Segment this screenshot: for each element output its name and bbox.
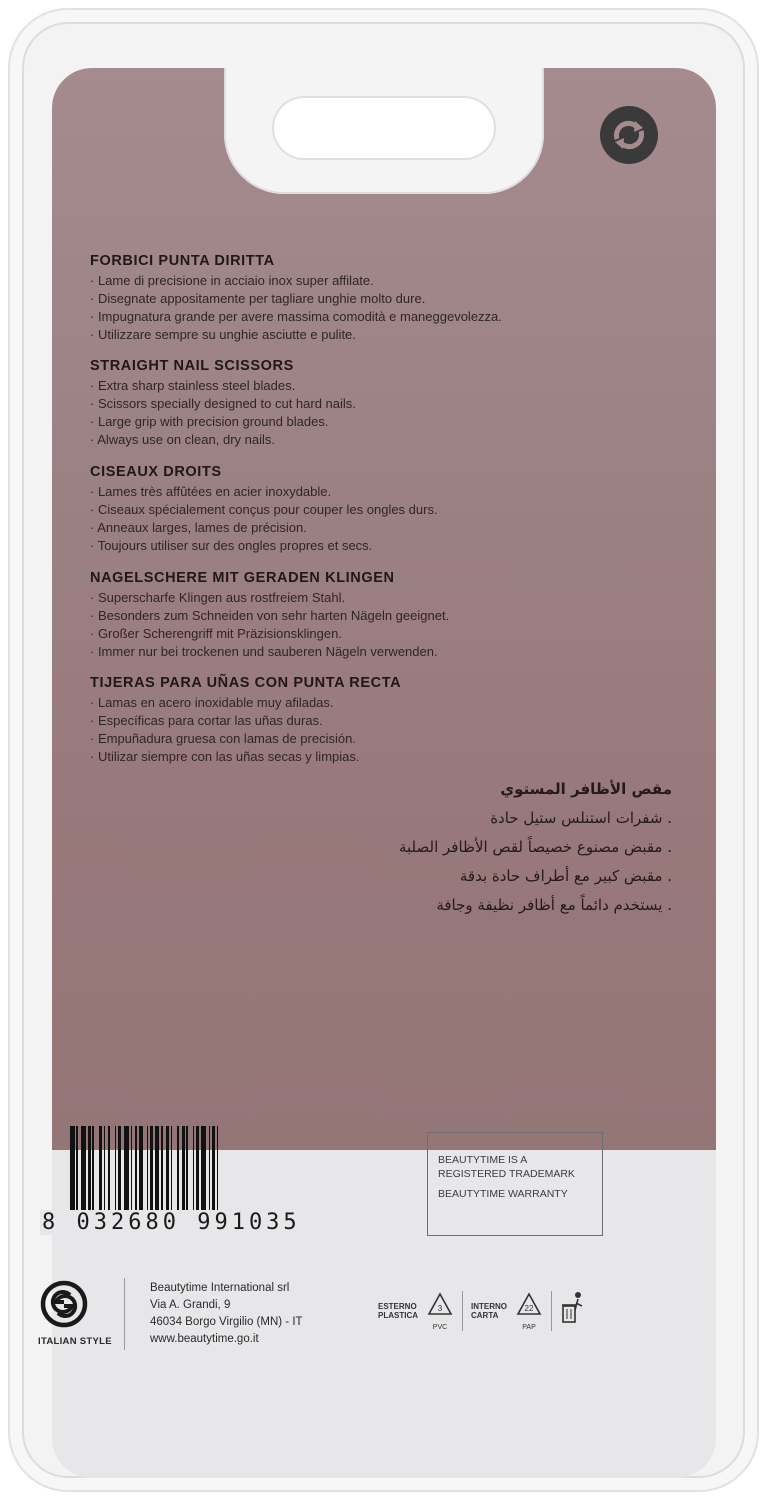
section-title: TIJERAS PARA UÑAS CON PUNTA RECTA	[90, 675, 402, 691]
bullet-line: · Disegnate appositamente per tagliare unghie molto dure.	[90, 291, 426, 306]
inner-material-label: INTERNO CARTA	[471, 1301, 507, 1320]
section-italian	[90, 253, 690, 344]
bullet-line: · Superscharfe Klingen aus rostfreiem Stahl.	[90, 590, 346, 605]
trash-bin-icon	[560, 1290, 586, 1331]
product-card-back	[52, 68, 716, 1478]
bullet-line: · Anneaux larges, lames de précision.	[90, 520, 307, 535]
bullet-line: · Toujours utiliser sur des ongles propres et secs.	[90, 538, 373, 553]
bullet-line: · Großer Scherengriff mit Präzisionsklingen.	[90, 626, 342, 641]
bullet-line: · Impugnatura grande per avere massima comodità e maneggevolezza.	[90, 309, 502, 324]
section-french	[90, 464, 690, 555]
svg-text:22: 22	[524, 1303, 534, 1313]
city: 46034 Borgo Virgilio (MN) - IT	[150, 1316, 303, 1328]
bullet-line: . مقبض كبير مع أطراف حادة بدقة	[459, 867, 672, 885]
bullet-line: . شفرات استنلس ستيل حادة	[490, 809, 672, 827]
bullet-line: · Lames très affûtées en acier inoxydable.	[90, 484, 332, 499]
company-address	[150, 1280, 303, 1348]
barcode-digits: 8 032680 991035	[42, 1210, 301, 1235]
bullet-line: · Besonders zum Schneiden von sehr harten Nägeln geeignet.	[90, 608, 450, 623]
bullet-line: . يستخدم دائماً مع أظافر نظيفة وجافة	[436, 896, 672, 914]
bullet-line: · Scissors specially designed to cut hard nails.	[90, 396, 356, 411]
section-arabic	[112, 780, 672, 920]
section-title: FORBICI PUNTA DIRITTA	[90, 253, 275, 269]
hang-hole	[224, 68, 544, 194]
section-title: STRAIGHT NAIL SCISSORS	[90, 358, 294, 374]
section-spanish	[90, 675, 690, 766]
section-german	[90, 570, 690, 661]
outer-material-label: ESTERNO PLASTICA	[378, 1301, 418, 1320]
recycling-marks	[378, 1290, 586, 1331]
company-name: Beautytime International srl	[150, 1282, 290, 1294]
bullet-line: . مقبض مصنوع خصيصاً لقص الأظافر الصلبة	[398, 838, 672, 856]
bullet-line: · Lamas en acero inoxidable muy afiladas.	[90, 695, 334, 710]
bullet-line: · Always use on clean, dry nails.	[90, 432, 275, 447]
bullet-line: · Empuñadura gruesa con lamas de precisión.	[90, 731, 356, 746]
barcode-bar	[218, 1126, 223, 1222]
street: Via A. Grandi, 9	[150, 1299, 231, 1311]
bullet-line: · Extra sharp stainless steel blades.	[90, 378, 296, 393]
trademark-text: BEAUTYTIME IS A REGISTERED TRADEMARK	[438, 1154, 575, 1180]
bullet-line: · Utilizar siempre con las uñas secas y limpias.	[90, 749, 360, 764]
beautytime-logo-icon	[40, 1280, 88, 1328]
section-title: CISEAUX DROITS	[90, 464, 222, 480]
divider	[551, 1291, 552, 1331]
divider	[124, 1278, 125, 1350]
bullet-line: · Utilizzare sempre su unghie asciutte e pulite.	[90, 327, 356, 342]
section-title: مقص الأظافر المستوي	[500, 780, 672, 798]
warranty-text: BEAUTYTIME WARRANTY	[438, 1188, 568, 1200]
pvc-recycle-icon: 3 PVC	[426, 1291, 454, 1331]
recycle-icon	[600, 106, 658, 164]
svg-text:3: 3	[437, 1303, 443, 1313]
brand-tagline: ITALIAN STYLE	[38, 1336, 112, 1347]
bullet-line: · Específicas para cortar las uñas duras.	[90, 713, 323, 728]
divider	[462, 1291, 463, 1331]
bullet-line: · Lame di precisione in acciaio inox super affilate.	[90, 273, 374, 288]
bullet-line: · Immer nur bei trockenen und sauberen Nägeln verwenden.	[90, 644, 438, 659]
section-title: NAGELSCHERE MIT GERADEN KLINGEN	[90, 570, 395, 586]
trademark-box	[427, 1132, 603, 1236]
section-english	[90, 358, 690, 449]
pap-recycle-icon: 22 PAP	[515, 1291, 543, 1331]
website: www.beautytime.go.it	[150, 1333, 259, 1345]
bullet-line: · Large grip with precision ground blades.	[90, 414, 329, 429]
bullet-line: · Ciseaux spécialement conçus pour couper les ongles durs.	[90, 502, 438, 517]
